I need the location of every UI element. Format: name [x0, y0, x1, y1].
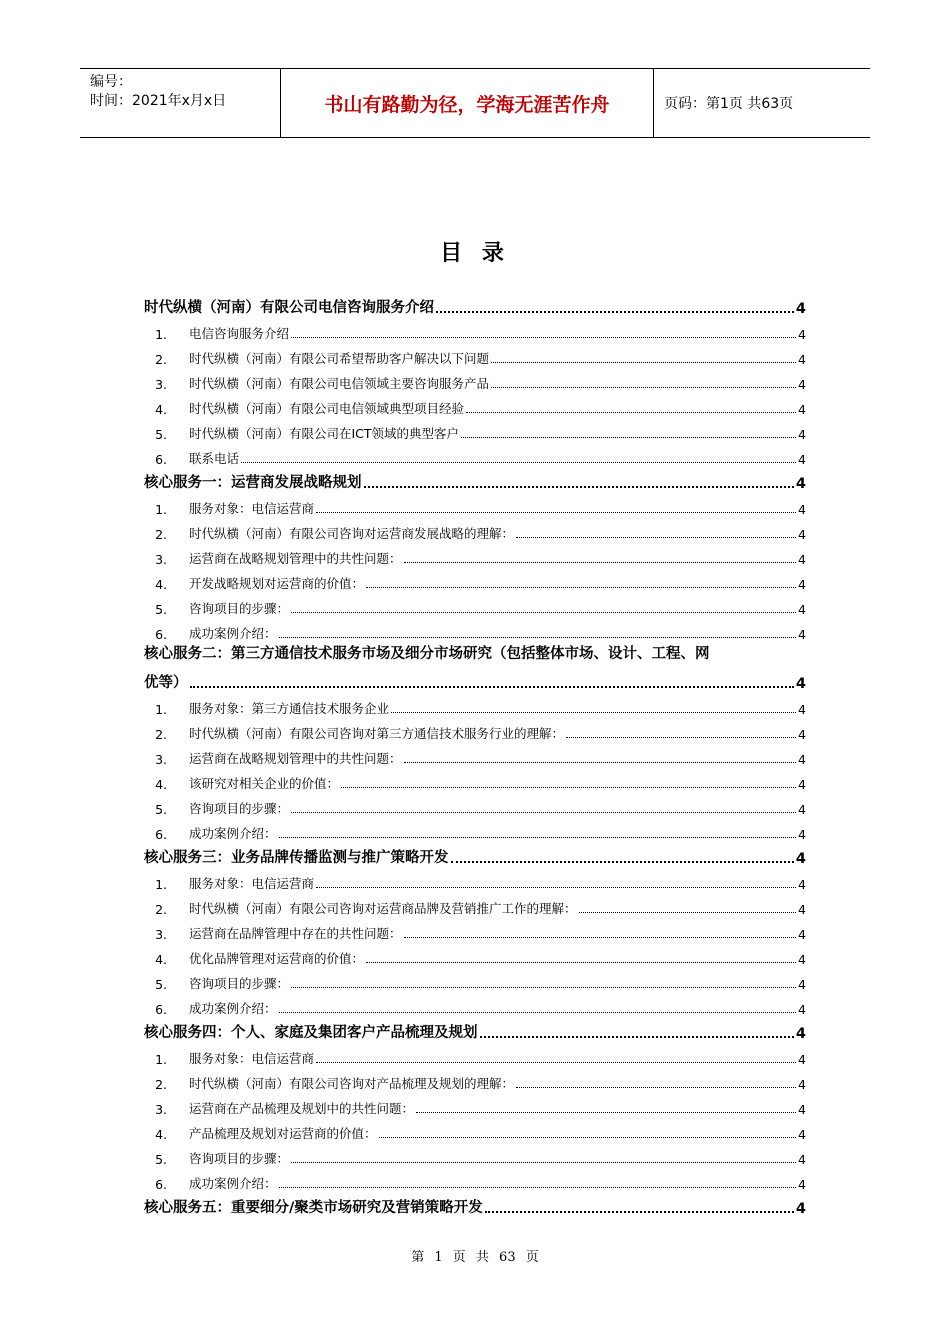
header-motto: 书山有路勤为径，学海无涯苦作舟 [281, 69, 654, 137]
toc-page-number: 4 [798, 427, 806, 442]
dot-leader [316, 512, 796, 513]
toc-page-number: 4 [798, 752, 806, 767]
toc-section-title: 核心服务一：运营商发展战略规划 [144, 475, 362, 491]
toc-item-number: 5. [155, 1152, 167, 1167]
toc-item[interactable] [144, 442, 806, 467]
toc-item-number: 4. [155, 777, 167, 792]
dot-leader [461, 437, 796, 438]
dot-leader [316, 887, 796, 888]
toc-page-number: 4 [798, 352, 806, 367]
toc-item-label: 联系电话 [189, 451, 240, 466]
toc-page-number: 4 [795, 301, 806, 317]
toc-item-label: 电信咨询服务介绍 [189, 326, 290, 341]
toc-page-number: 4 [798, 877, 806, 892]
toc-section-title: 核心服务四：个人、家庭及集团客户产品梳理及规划 [144, 1025, 478, 1041]
toc-page-number: 4 [798, 802, 806, 817]
dot-leader [466, 412, 796, 413]
page-footer: 第 1 页 共 63 页 [411, 1250, 539, 1265]
toc-page-number: 4 [798, 1127, 806, 1142]
toc-page-number: 4 [798, 627, 806, 642]
dot-leader [485, 1211, 794, 1213]
toc-item[interactable] [144, 417, 806, 442]
toc-page-number: 4 [798, 452, 806, 467]
toc-item[interactable] [144, 767, 806, 792]
toc-item-label: 服务对象：电信运营商 [189, 876, 315, 891]
toc-page-number: 4 [795, 476, 806, 492]
dot-leader [391, 712, 796, 713]
toc-page-number: 4 [798, 327, 806, 342]
toc-item[interactable] [144, 517, 806, 542]
toc-item-label: 服务对象：电信运营商 [189, 1051, 315, 1066]
toc-page-number: 4 [798, 1052, 806, 1067]
dot-leader [491, 362, 796, 363]
toc-section-title: 核心服务五：重要细分/聚类市场研究及营销策略开发 [144, 1200, 483, 1216]
dot-leader [279, 1187, 797, 1188]
toc-item-number: 4. [155, 1127, 167, 1142]
toc-item-number: 3. [155, 927, 167, 942]
toc-item[interactable] [144, 617, 806, 642]
toc-title: 目 录 [440, 241, 510, 266]
number-label: 编号： [90, 74, 132, 90]
dot-leader [566, 737, 796, 738]
toc-item[interactable] [144, 1092, 806, 1117]
time-label: 时间：2021年x月x日 [90, 93, 227, 109]
dot-leader [516, 537, 796, 538]
toc-item[interactable] [144, 692, 806, 717]
toc-item-label: 咨询项目的步骤： [189, 601, 290, 616]
dot-leader [516, 1087, 796, 1088]
toc-section[interactable] [144, 842, 806, 867]
header-meta [80, 69, 281, 137]
toc-item-number: 6. [155, 1177, 167, 1192]
toc-page-number: 4 [798, 777, 806, 792]
toc-page-number: 4 [798, 1002, 806, 1017]
toc-item-number: 1. [155, 502, 167, 517]
toc-item-label: 服务对象：第三方通信技术服务企业 [189, 701, 390, 716]
toc-page-number: 4 [798, 552, 806, 567]
toc-item-label: 该研究对相关企业的价值： [189, 776, 340, 791]
toc-item-number: 1. [155, 327, 167, 342]
toc-item[interactable] [144, 742, 806, 767]
toc-section[interactable] [144, 467, 806, 492]
toc-item-number: 3. [155, 1102, 167, 1117]
toc-item-label: 时代纵横（河南）有限公司咨询对第三方通信技术服务行业的理解： [189, 726, 565, 741]
toc-item[interactable] [144, 1117, 806, 1142]
toc-section[interactable] [144, 1192, 806, 1217]
toc-item[interactable] [144, 1067, 806, 1092]
toc-item[interactable] [144, 342, 806, 367]
toc-item-label: 开发战略规划对运营商的价值： [189, 576, 365, 591]
toc-page-number: 4 [798, 1152, 806, 1167]
toc-section-title: 时代纵横（河南）有限公司电信咨询服务介绍 [144, 300, 434, 316]
toc-page-number: 4 [798, 402, 806, 417]
toc-page-number: 4 [795, 676, 806, 692]
toc-item-number: 2. [155, 527, 167, 542]
dot-leader [364, 486, 794, 488]
toc-item-label: 咨询项目的步骤： [189, 976, 290, 991]
toc-item-number: 3. [155, 552, 167, 567]
toc-page-number: 4 [798, 577, 806, 592]
toc-item[interactable] [144, 917, 806, 942]
toc-item[interactable] [144, 567, 806, 592]
toc-page-number: 4 [798, 902, 806, 917]
toc-item-number: 1. [155, 877, 167, 892]
dot-leader [316, 1062, 796, 1063]
toc-item-number: 2. [155, 352, 167, 367]
toc-item-number: 2. [155, 902, 167, 917]
toc-item[interactable] [144, 1042, 806, 1067]
toc-item-label: 成功案例介绍： [189, 1001, 277, 1016]
toc-item-number: 4. [155, 577, 167, 592]
toc-page-number: 4 [798, 827, 806, 842]
toc-item[interactable] [144, 717, 806, 742]
toc-item[interactable] [144, 317, 806, 342]
toc-item[interactable] [144, 992, 806, 1017]
toc-page-number: 4 [798, 502, 806, 517]
dot-leader [451, 861, 794, 863]
toc-item[interactable] [144, 542, 806, 567]
dot-leader [279, 1012, 797, 1013]
toc-item[interactable] [144, 1142, 806, 1167]
dot-leader [279, 837, 797, 838]
toc-item[interactable] [144, 592, 806, 617]
toc-item[interactable] [144, 817, 806, 842]
toc-item[interactable] [144, 392, 806, 417]
dot-leader [404, 762, 797, 763]
toc-item-number: 4. [155, 402, 167, 417]
toc-item-label: 成功案例介绍： [189, 626, 277, 641]
toc-item-number: 2. [155, 727, 167, 742]
toc-page-number: 4 [795, 1201, 806, 1217]
toc-item[interactable] [144, 867, 806, 892]
toc-page-number: 4 [795, 1026, 806, 1042]
toc-item-label: 咨询项目的步骤： [189, 801, 290, 816]
toc-section[interactable] [144, 1017, 806, 1042]
toc-item-label: 运营商在战略规划管理中的共性问题： [189, 751, 402, 766]
toc-item-number: 3. [155, 377, 167, 392]
toc-item-label: 成功案例介绍： [189, 826, 277, 841]
dot-leader [579, 912, 797, 913]
toc-item-number: 4. [155, 952, 167, 967]
toc-item-label: 时代纵横（河南）有限公司咨询对产品梳理及规划的理解： [189, 1076, 515, 1091]
toc-page-number: 4 [798, 1177, 806, 1192]
dot-leader [436, 311, 794, 313]
toc-page-number: 4 [798, 727, 806, 742]
toc-page-number: 4 [798, 602, 806, 617]
dot-leader [279, 637, 797, 638]
toc-item-label: 优化品牌管理对运营商的价值： [189, 951, 365, 966]
toc-section-title-line2: 优等） [144, 675, 188, 691]
toc-item-label: 时代纵横（河南）有限公司电信领域典型项目经验 [189, 401, 465, 416]
dot-leader [291, 812, 796, 813]
dot-leader [404, 562, 797, 563]
dot-leader [491, 387, 796, 388]
dot-leader [366, 962, 796, 963]
toc-item-label: 服务对象：电信运营商 [189, 501, 315, 516]
toc-item-label: 时代纵横（河南）有限公司在ICT领域的典型客户 [189, 426, 460, 441]
toc-page-number: 4 [798, 527, 806, 542]
toc-item[interactable] [144, 792, 806, 817]
toc-item-number: 3. [155, 752, 167, 767]
header-page-info: 页码：第1页 共63页 [664, 96, 794, 112]
dot-leader [379, 1137, 797, 1138]
dot-leader [291, 1162, 796, 1163]
toc-item-label: 运营商在品牌管理中存在的共性问题： [189, 926, 402, 941]
dot-leader [366, 587, 796, 588]
dot-leader [291, 612, 796, 613]
toc-item[interactable] [144, 892, 806, 917]
toc-page-number: 4 [798, 1102, 806, 1117]
dot-leader [291, 337, 796, 338]
toc-section-title-line1[interactable]: 核心服务二：第三方通信技术服务市场及细分市场研究（包括整体市场、设计、工程、网 [144, 646, 710, 662]
toc-item-number: 6. [155, 827, 167, 842]
dot-leader [416, 1112, 796, 1113]
toc-item-label: 运营商在产品梳理及规划中的共性问题： [189, 1101, 415, 1116]
toc-item-number: 1. [155, 702, 167, 717]
toc-page-number: 4 [798, 377, 806, 392]
toc-item-number: 5. [155, 977, 167, 992]
toc-item[interactable] [144, 1167, 806, 1192]
toc-page-number: 4 [798, 927, 806, 942]
toc-item-number: 1. [155, 1052, 167, 1067]
dot-leader [480, 1036, 794, 1038]
toc-item[interactable] [144, 967, 806, 992]
toc-item-number: 6. [155, 452, 167, 467]
toc-section[interactable] [144, 667, 806, 692]
toc-item-number: 2. [155, 1077, 167, 1092]
toc-item-label: 咨询项目的步骤： [189, 1151, 290, 1166]
toc-section-title: 核心服务三：业务品牌传播监测与推广策略开发 [144, 850, 449, 866]
toc-item-number: 5. [155, 602, 167, 617]
toc-item-label: 时代纵横（河南）有限公司希望帮助客户解决以下问题 [189, 351, 490, 366]
table-of-contents [144, 292, 806, 1217]
toc-page-number: 4 [795, 851, 806, 867]
dot-leader [404, 937, 797, 938]
page-header [80, 68, 870, 138]
toc-section[interactable] [144, 292, 806, 317]
dot-leader [241, 462, 796, 463]
toc-item-label: 时代纵横（河南）有限公司咨询对运营商发展战略的理解： [189, 526, 515, 541]
toc-item-number: 6. [155, 1002, 167, 1017]
toc-item-label: 产品梳理及规划对运营商的价值： [189, 1126, 377, 1141]
dot-leader [341, 787, 796, 788]
toc-page-number: 4 [798, 977, 806, 992]
toc-item-number: 6. [155, 627, 167, 642]
toc-item-label: 成功案例介绍： [189, 1176, 277, 1191]
toc-page-number: 4 [798, 952, 806, 967]
toc-item[interactable] [144, 367, 806, 392]
toc-item-number: 5. [155, 802, 167, 817]
toc-item-label: 运营商在战略规划管理中的共性问题： [189, 551, 402, 566]
toc-item[interactable] [144, 492, 806, 517]
toc-item-label: 时代纵横（河南）有限公司电信领域主要咨询服务产品 [189, 376, 490, 391]
toc-page-number: 4 [798, 702, 806, 717]
dot-leader [291, 987, 796, 988]
toc-page-number: 4 [798, 1077, 806, 1092]
dot-leader [190, 686, 794, 688]
toc-item-label: 时代纵横（河南）有限公司咨询对运营商品牌及营销推广工作的理解： [189, 901, 577, 916]
toc-item[interactable] [144, 942, 806, 967]
toc-item-number: 5. [155, 427, 167, 442]
